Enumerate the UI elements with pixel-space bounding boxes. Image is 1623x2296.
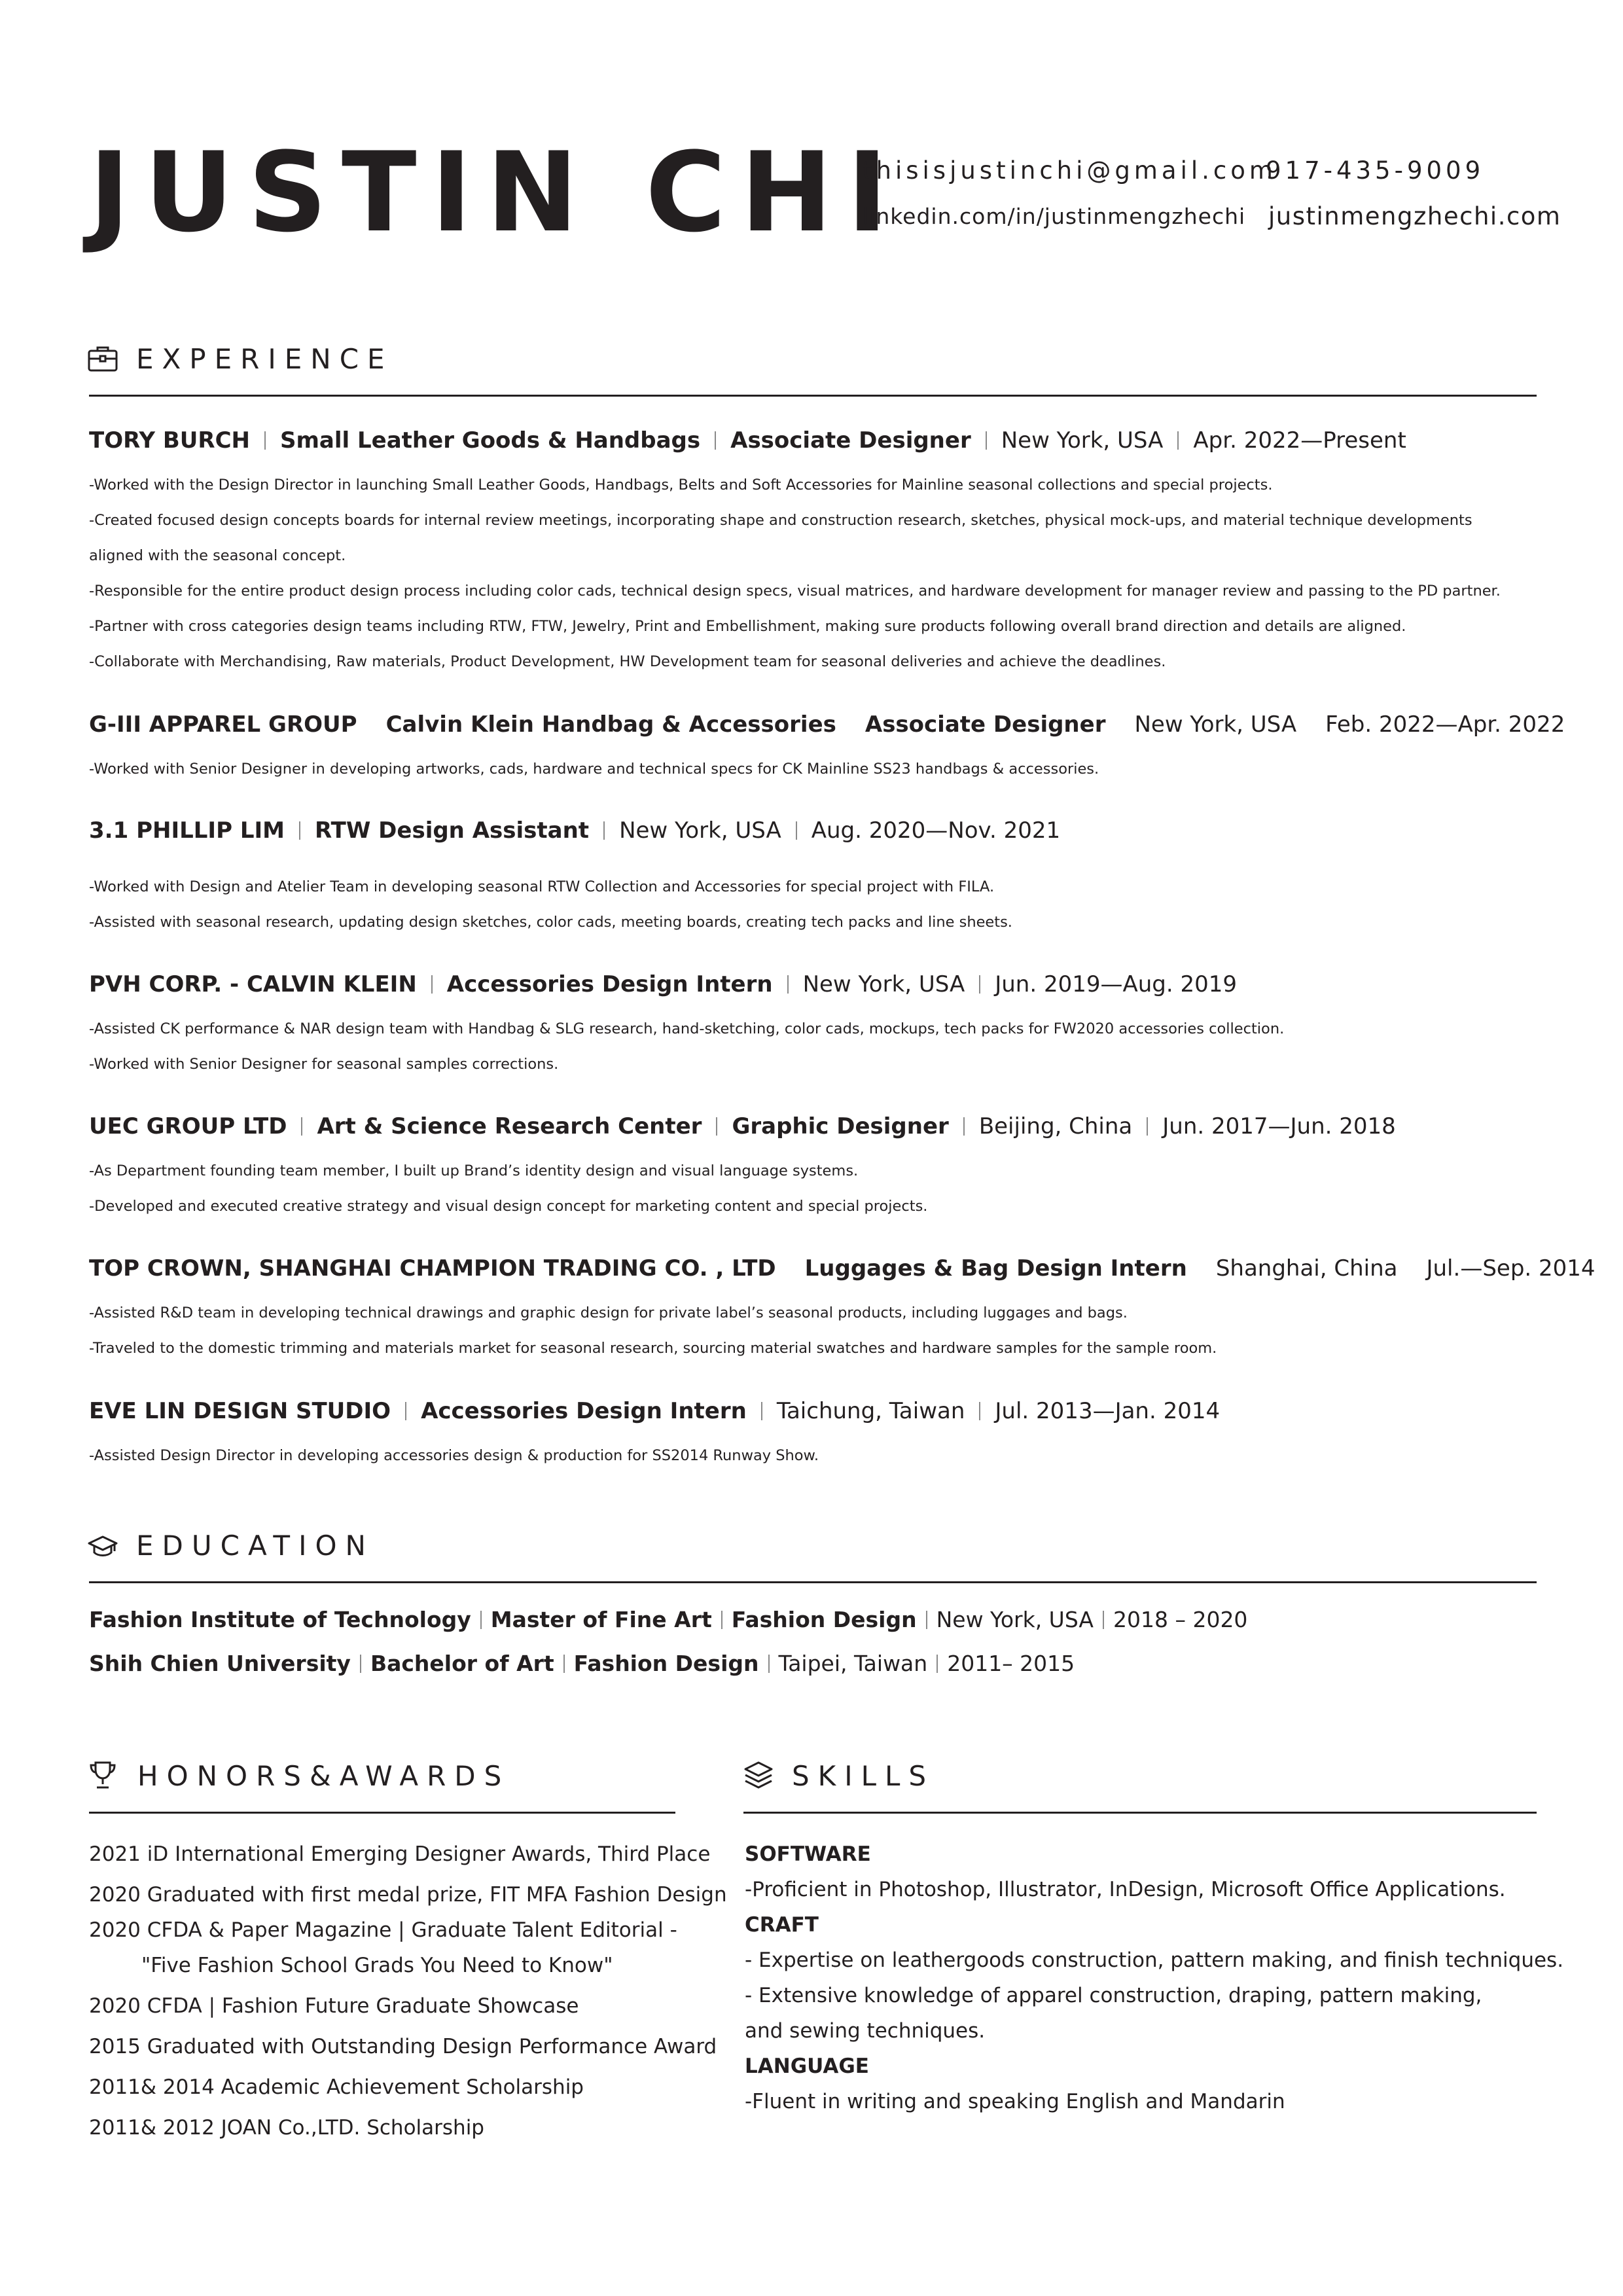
separator	[301, 1117, 302, 1136]
honors-divider	[89, 1812, 675, 1814]
field: Fashion Design	[573, 1651, 759, 1676]
separator	[715, 431, 716, 450]
company: UEC GROUP LTD	[89, 1113, 287, 1139]
email[interactable]: thisisjustinchi@gmail.com	[863, 156, 1277, 185]
role: Accessories Design Intern	[421, 1398, 747, 1424]
separator	[1103, 1611, 1104, 1629]
layers-icon	[743, 1761, 774, 1789]
separator	[936, 1655, 938, 1673]
separator	[603, 821, 605, 840]
role: Associate Designer	[730, 427, 971, 454]
bullet-list	[89, 1295, 1542, 1366]
company: G-III APPAREL GROUP	[89, 711, 357, 738]
honor-item: 2015 Graduated with Outstanding Design Performance Award	[89, 2035, 717, 2058]
skills-craft-text: - Expertise on leathergoods construction, pattern making, and finish techniques.	[745, 1948, 1564, 1972]
bullet: -Assisted Design Director in developing accessories design & production for SS2014 Runway Show.	[89, 1447, 819, 1464]
company: TOP CROWN, SHANGHAI CHAMPION TRADING CO. , LTD	[89, 1255, 776, 1282]
degree: Master of Fine Art	[490, 1607, 712, 1632]
bullet: -Worked with the Design Director in launching Small Leather Goods, Handbags, Belts and Soft Accessories for Mainline seasonal collections and special projects.	[89, 476, 1273, 493]
separator	[721, 1611, 722, 1629]
bullet-list	[89, 869, 1542, 940]
separator	[761, 1402, 762, 1420]
experience-entry-tory-burch	[89, 429, 1542, 679]
trophy-icon	[89, 1761, 116, 1789]
separator	[986, 431, 987, 450]
skills-language-text: -Fluent in writing and speaking English and Mandarin	[745, 2090, 1285, 2113]
location: Taipei, Taiwan	[778, 1651, 928, 1676]
location: New York, USA	[802, 971, 965, 997]
role: RTW Design Assistant	[314, 817, 590, 844]
role: Accessories Design Intern	[446, 971, 773, 997]
bullet-list	[89, 1153, 1542, 1224]
company: TORY BURCH	[89, 427, 250, 454]
separator	[979, 1402, 980, 1420]
location: Beijing, China	[978, 1113, 1133, 1139]
bullet: -Worked with Design and Atelier Team in developing seasonal RTW Collection and Accessories for special project with FILA.	[89, 878, 995, 895]
experience-divider	[89, 395, 1537, 397]
dates: Feb. 2022—Apr. 2022	[1325, 711, 1565, 738]
degree: Bachelor of Art	[370, 1651, 554, 1676]
company: EVE LIN DESIGN STUDIO	[89, 1398, 391, 1424]
role: Associate Designer	[865, 711, 1106, 738]
separator	[480, 1611, 482, 1629]
bullet: aligned with the seasonal concept.	[89, 547, 346, 564]
separator	[1147, 1117, 1148, 1136]
separator	[360, 1655, 361, 1673]
education-title: EDUCATION	[136, 1530, 374, 1562]
skills-software-text: -Proficient in Photoshop, Illustrator, InDesign, Microsoft Office Applications.	[745, 1878, 1506, 1901]
separator	[1177, 431, 1179, 450]
education-entry-shih-chien	[89, 1653, 1075, 1674]
dates: 2018 – 2020	[1113, 1607, 1248, 1632]
bullet-list	[89, 467, 1542, 679]
bullet-list	[89, 751, 1542, 787]
bullet: -Assisted CK performance & NAR design team with Handbag & SLG research, hand-sketching, color cads, mockups, tech packs for FW2020 accessories collection.	[89, 1020, 1285, 1037]
honor-item: "Five Fashion School Grads You Need to Know"	[141, 1954, 613, 1977]
bullet: -Responsible for the entire product design process including color cads, technical design specs, visual matrices, and hardware development for manager review and passing to the PD partner.	[89, 583, 1501, 600]
location: New York, USA	[936, 1607, 1094, 1632]
separator	[405, 1402, 406, 1420]
separator	[299, 821, 300, 840]
dates: Jun. 2017—Jun. 2018	[1162, 1113, 1396, 1139]
company: 3.1 PHILLIP LIM	[89, 817, 285, 844]
separator	[979, 975, 980, 994]
separator	[796, 821, 797, 840]
experience-entry-eve-lin	[89, 1400, 1542, 1473]
website-link[interactable]: justinmengzhechi.com	[1268, 202, 1561, 230]
role: Graphic Designer	[732, 1113, 949, 1139]
department: Calvin Klein Handbag & Accessories	[385, 711, 836, 738]
experience-entry-uec	[89, 1115, 1542, 1224]
skills-craft-text: - Extensive knowledge of apparel construction, draping, pattern making,	[745, 1984, 1482, 2007]
separator	[716, 1117, 717, 1136]
bullet: -Assisted with seasonal research, updating design sketches, color cads, meeting boards, creating tech packs and line sheets.	[89, 914, 1012, 931]
location: Taichung, Taiwan	[776, 1398, 965, 1424]
bullet: -Developed and executed creative strategy and visual design concept for marketing content and special projects.	[89, 1198, 928, 1215]
skills-title: SKILLS	[792, 1760, 935, 1792]
bullet: -Traveled to the domestic trimming and materials market for seasonal research, sourcing material swatches and hardware samples for the sample room.	[89, 1340, 1217, 1357]
location: Shanghai, China	[1215, 1255, 1398, 1282]
department: Small Leather Goods & Handbags	[280, 427, 701, 454]
honor-item: 2011& 2014 Academic Achievement Scholarship	[89, 2075, 584, 2099]
education-divider	[89, 1581, 1537, 1583]
honor-item: 2011& 2012 JOAN Co.,LTD. Scholarship	[89, 2116, 484, 2140]
graduation-cap-icon	[88, 1534, 118, 1559]
honor-item: 2020 Graduated with first medal prize, FIT MFA Fashion Design	[89, 1883, 727, 1907]
experience-entry-top-crown	[89, 1255, 1596, 1366]
bullet-list	[89, 1011, 1542, 1082]
dates: Jun. 2019—Aug. 2019	[995, 971, 1238, 997]
bullet: -Partner with cross categories design teams including RTW, FTW, Jewelry, Print and Embellishment, making sure products following overall brand direction and details are aligned.	[89, 618, 1406, 635]
skills-software-label: SOFTWARE	[745, 1842, 871, 1866]
experience-entry-g-iii	[89, 711, 1565, 787]
experience-entry-phillip-lim	[89, 819, 1542, 940]
separator	[431, 975, 433, 994]
briefcase-icon	[88, 346, 118, 372]
linkedin-link[interactable]: linkedin.com/in/justinmengzhechi	[863, 204, 1246, 229]
separator	[264, 431, 266, 450]
department: Art & Science Research Center	[317, 1113, 702, 1139]
separator	[768, 1655, 770, 1673]
skills-divider	[743, 1812, 1537, 1814]
phone[interactable]: 917-435-9009	[1266, 156, 1485, 185]
bullet: -Assisted R&D team in developing technical drawings and graphic design for private label’s seasonal products, including luggages and bags.	[89, 1304, 1128, 1321]
location: New York, USA	[1134, 711, 1297, 738]
candidate-name: JUSTIN CHI	[89, 128, 902, 257]
honors-title: HONORS&AWARDS	[137, 1760, 510, 1792]
bullet: -As Department founding team member, I built up Brand’s identity design and visual language systems.	[89, 1162, 859, 1179]
skills-craft-text: and sewing techniques.	[745, 2019, 986, 2043]
bullet: -Collaborate with Merchandising, Raw materials, Product Development, HW Development team for seasonal deliveries and achieve the deadlines.	[89, 653, 1166, 670]
honor-item: 2021 iD International Emerging Designer Awards, Third Place	[89, 1842, 711, 1866]
bullet: -Worked with Senior Designer for seasonal samples corrections.	[89, 1056, 559, 1073]
skills-language-label: LANGUAGE	[745, 2054, 869, 2078]
dates: 2011– 2015	[947, 1651, 1075, 1676]
dates: Apr. 2022—Present	[1193, 427, 1406, 454]
field: Fashion Design	[731, 1607, 917, 1632]
school: Shih Chien University	[89, 1651, 351, 1676]
bullet: -Created focused design concepts boards for internal review meetings, incorporating shape and construction research, sketches, physical mock-ups, and material technique developments	[89, 512, 1472, 529]
separator	[563, 1655, 565, 1673]
dates: Jul. 2013—Jan. 2014	[995, 1398, 1221, 1424]
honor-item: 2020 CFDA | Fashion Future Graduate Showcase	[89, 1994, 579, 2018]
dates: Aug. 2020—Nov. 2021	[811, 817, 1061, 844]
role: Luggages & Bag Design Intern	[804, 1255, 1187, 1282]
school: Fashion Institute of Technology	[89, 1607, 471, 1632]
dates: Jul.—Sep. 2014	[1426, 1255, 1596, 1282]
separator	[926, 1611, 927, 1629]
bullet-list	[89, 1438, 1542, 1473]
location: New York, USA	[1001, 427, 1164, 454]
experience-entry-pvh	[89, 973, 1542, 1082]
location: New York, USA	[619, 817, 781, 844]
education-entry-fit	[89, 1609, 1247, 1630]
honor-item: 2020 CFDA & Paper Magazine | Graduate Talent Editorial -	[89, 1918, 677, 1942]
experience-title: EXPERIENCE	[136, 343, 393, 375]
bullet: -Worked with Senior Designer in developing artworks, cads, hardware and technical specs for CK Mainline SS23 handbags & accessories.	[89, 761, 1099, 778]
skills-craft-label: CRAFT	[745, 1913, 819, 1937]
separator	[787, 975, 789, 994]
company: PVH CORP. - CALVIN KLEIN	[89, 971, 417, 997]
separator	[963, 1117, 965, 1136]
